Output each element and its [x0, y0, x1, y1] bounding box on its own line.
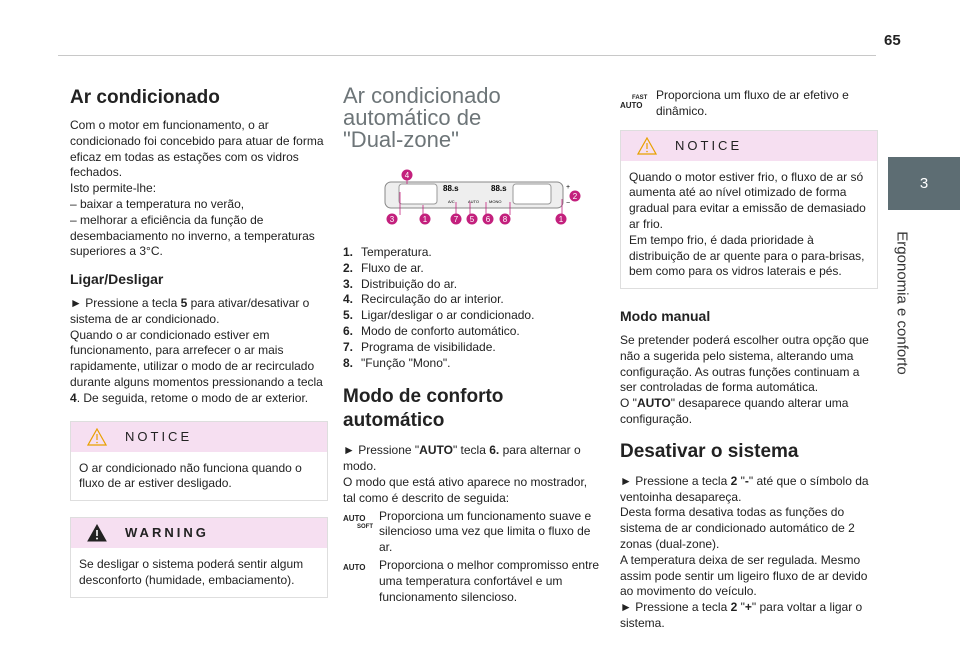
on-step: ► Pressione a tecla 2 "+" para voltar a ligar o sistema.	[620, 600, 863, 630]
fast-auto-icon: FAST AUTO	[620, 95, 648, 110]
warning-header	[71, 518, 327, 548]
minus-sign: −	[566, 200, 571, 207]
fast-mode	[620, 88, 878, 120]
onoff-info: Quando o ar condicionado estiver em funcionamento, para arrefecer o ar mais rapidamente, utilizar o modo de ar recirculado durante alguns momentos pressionando a tecla 4. De seguida, retome o modo de ar exterior.	[70, 327, 323, 405]
section-title-light: Ar condicionado automático de "Dual-zone"	[343, 83, 501, 152]
fast-mode-text: Proporciona um fluxo de ar efetivo e dinâmico.	[656, 88, 849, 118]
column-2	[343, 82, 603, 605]
ac-button: A/C	[448, 199, 455, 204]
auto-mode	[343, 558, 603, 605]
auto-mode-text: Proporciona o melhor compromisso entre uma temperatura confortável e um funcionamento silencioso.	[379, 557, 600, 604]
column-1	[70, 82, 328, 614]
notice-body	[621, 161, 877, 289]
warning-text: Se desligar o sistema poderá sentir algum desconforto (humidade, embaciamento).	[79, 557, 304, 587]
off-info: A temperatura deixa de ser regulada. Mesmo assim pode sentir um ligeiro fluxo de ar devido ao movimento do veículo.	[620, 552, 868, 599]
display-left: 88.s	[443, 184, 459, 193]
list-item: 4. Recirculação do ar interior.	[343, 292, 504, 307]
auto-soft-icon: AUTO SOFT	[343, 513, 373, 530]
list-item: 7. Programa de visibilidade.	[343, 339, 496, 354]
chapter-title-text: Ergonomia e conforto	[893, 231, 911, 375]
page-number: 65	[884, 32, 901, 49]
auto-icon: AUTO	[343, 562, 366, 572]
list-item: 3. Distribuição do ar.	[343, 276, 458, 291]
subsection-title: Ligar/Desligar	[70, 271, 164, 288]
svg-text:1: 1	[422, 215, 428, 224]
control-panel-illustration	[363, 169, 583, 231]
list-item: 8. "Função "Mono".	[343, 355, 451, 370]
notice-title: NOTICE	[125, 428, 193, 444]
svg-text:4: 4	[404, 171, 410, 180]
notice-text: Quando o motor estiver frio, o fluxo de ar só aumenta até ao nível otimizado de forma gradual para evitar a emissão de demasiado ar frio.	[629, 169, 866, 231]
chapter-title	[892, 218, 912, 388]
list-item: 1. Temperatura.	[343, 245, 432, 259]
off-info: Desta forma desativa todas as funções do sistema de ar condicionado automático de 2 zonas (dual-zone).	[620, 505, 855, 551]
svg-text:1: 1	[558, 215, 564, 224]
notice-header	[621, 131, 877, 161]
notice-icon	[87, 428, 107, 446]
control-panel-diagram	[363, 169, 583, 231]
header-rule	[58, 55, 876, 56]
warning-box	[70, 517, 328, 598]
list-item: 6. Modo de conforto automático.	[343, 323, 520, 338]
svg-text:7: 7	[453, 215, 459, 224]
list-item: 5. Ligar/desligar o ar condicionado.	[343, 308, 535, 323]
comfort-title: Modo de conforto automático	[343, 386, 504, 432]
column-3	[620, 88, 878, 632]
notice-header	[71, 422, 327, 452]
list-item: 2. Fluxo de ar.	[343, 260, 424, 275]
notice-box	[70, 421, 328, 502]
chapter-tab[interactable]: 3	[888, 157, 960, 210]
bullet: – melhorar a eficiência da função de desembaciamento no inverno, a temperaturas superiores a 3°C.	[70, 212, 315, 259]
warning-title: WARNING	[125, 525, 209, 541]
manual-text: Se pretender poderá escolher outra opção que não a sugerida pelo sistema, alterando uma configuração. As outras funções continuam a ser controladas de forma automática.	[620, 332, 869, 395]
section-title: Ar condicionado	[70, 87, 220, 108]
intro-text: Com o motor em funcionamento, o ar condicionado foi concebido para atuar de forma eficaz em todas as estações com os vidros fechados.	[70, 118, 324, 180]
svg-text:6: 6	[485, 215, 491, 224]
notice-icon	[637, 137, 657, 155]
onoff-step: ► Pressione a tecla 5 para ativar/desativar o sistema de ar condicionado.	[70, 295, 310, 326]
notice-title: NOTICE	[675, 137, 743, 153]
comfort-info: O modo que está ativo aparece no mostrador, tal como é descrito de seguida:	[343, 474, 588, 505]
legend-list	[343, 245, 603, 371]
off-title: Desativar o sistema	[620, 440, 799, 462]
auto-button: AUTO	[468, 199, 480, 204]
notice-box	[620, 130, 878, 290]
manual-text-2: O "AUTO" desaparece quando alterar uma configuração.	[620, 396, 849, 426]
mono-button: MONO	[489, 199, 502, 204]
svg-text:3: 3	[389, 215, 395, 224]
plus-sign: +	[566, 184, 571, 191]
comfort-step: ► Pressione "AUTO" tecla 6. para alternar o modo.	[343, 443, 581, 474]
notice-text: Em tempo frio, é dada prioridade à distribuição de ar quente para o para-brisas, bem como para os vidros laterais e pés.	[629, 232, 865, 279]
warning-icon	[87, 524, 107, 542]
manual-title: Modo manual	[620, 308, 711, 325]
svg-text:2: 2	[572, 192, 578, 201]
svg-text:5: 5	[469, 215, 475, 224]
intro-text-2: Isto permite-lhe:	[70, 181, 157, 196]
soft-mode-text: Proporciona um funcionamento suave e silencioso uma vez que limita o fluxo de ar.	[379, 508, 592, 555]
display-right: 88.s	[491, 184, 507, 193]
off-step: ► Pressione a tecla 2 "-" até que o símbolo da ventoinha desapareça.	[620, 473, 869, 504]
soft-mode	[343, 509, 603, 556]
bullet: – baixar a temperatura no verão,	[70, 196, 245, 211]
notice-text: O ar condicionado não funciona quando o fluxo de ar estiver desligado.	[79, 460, 302, 491]
svg-text:8: 8	[502, 215, 508, 224]
